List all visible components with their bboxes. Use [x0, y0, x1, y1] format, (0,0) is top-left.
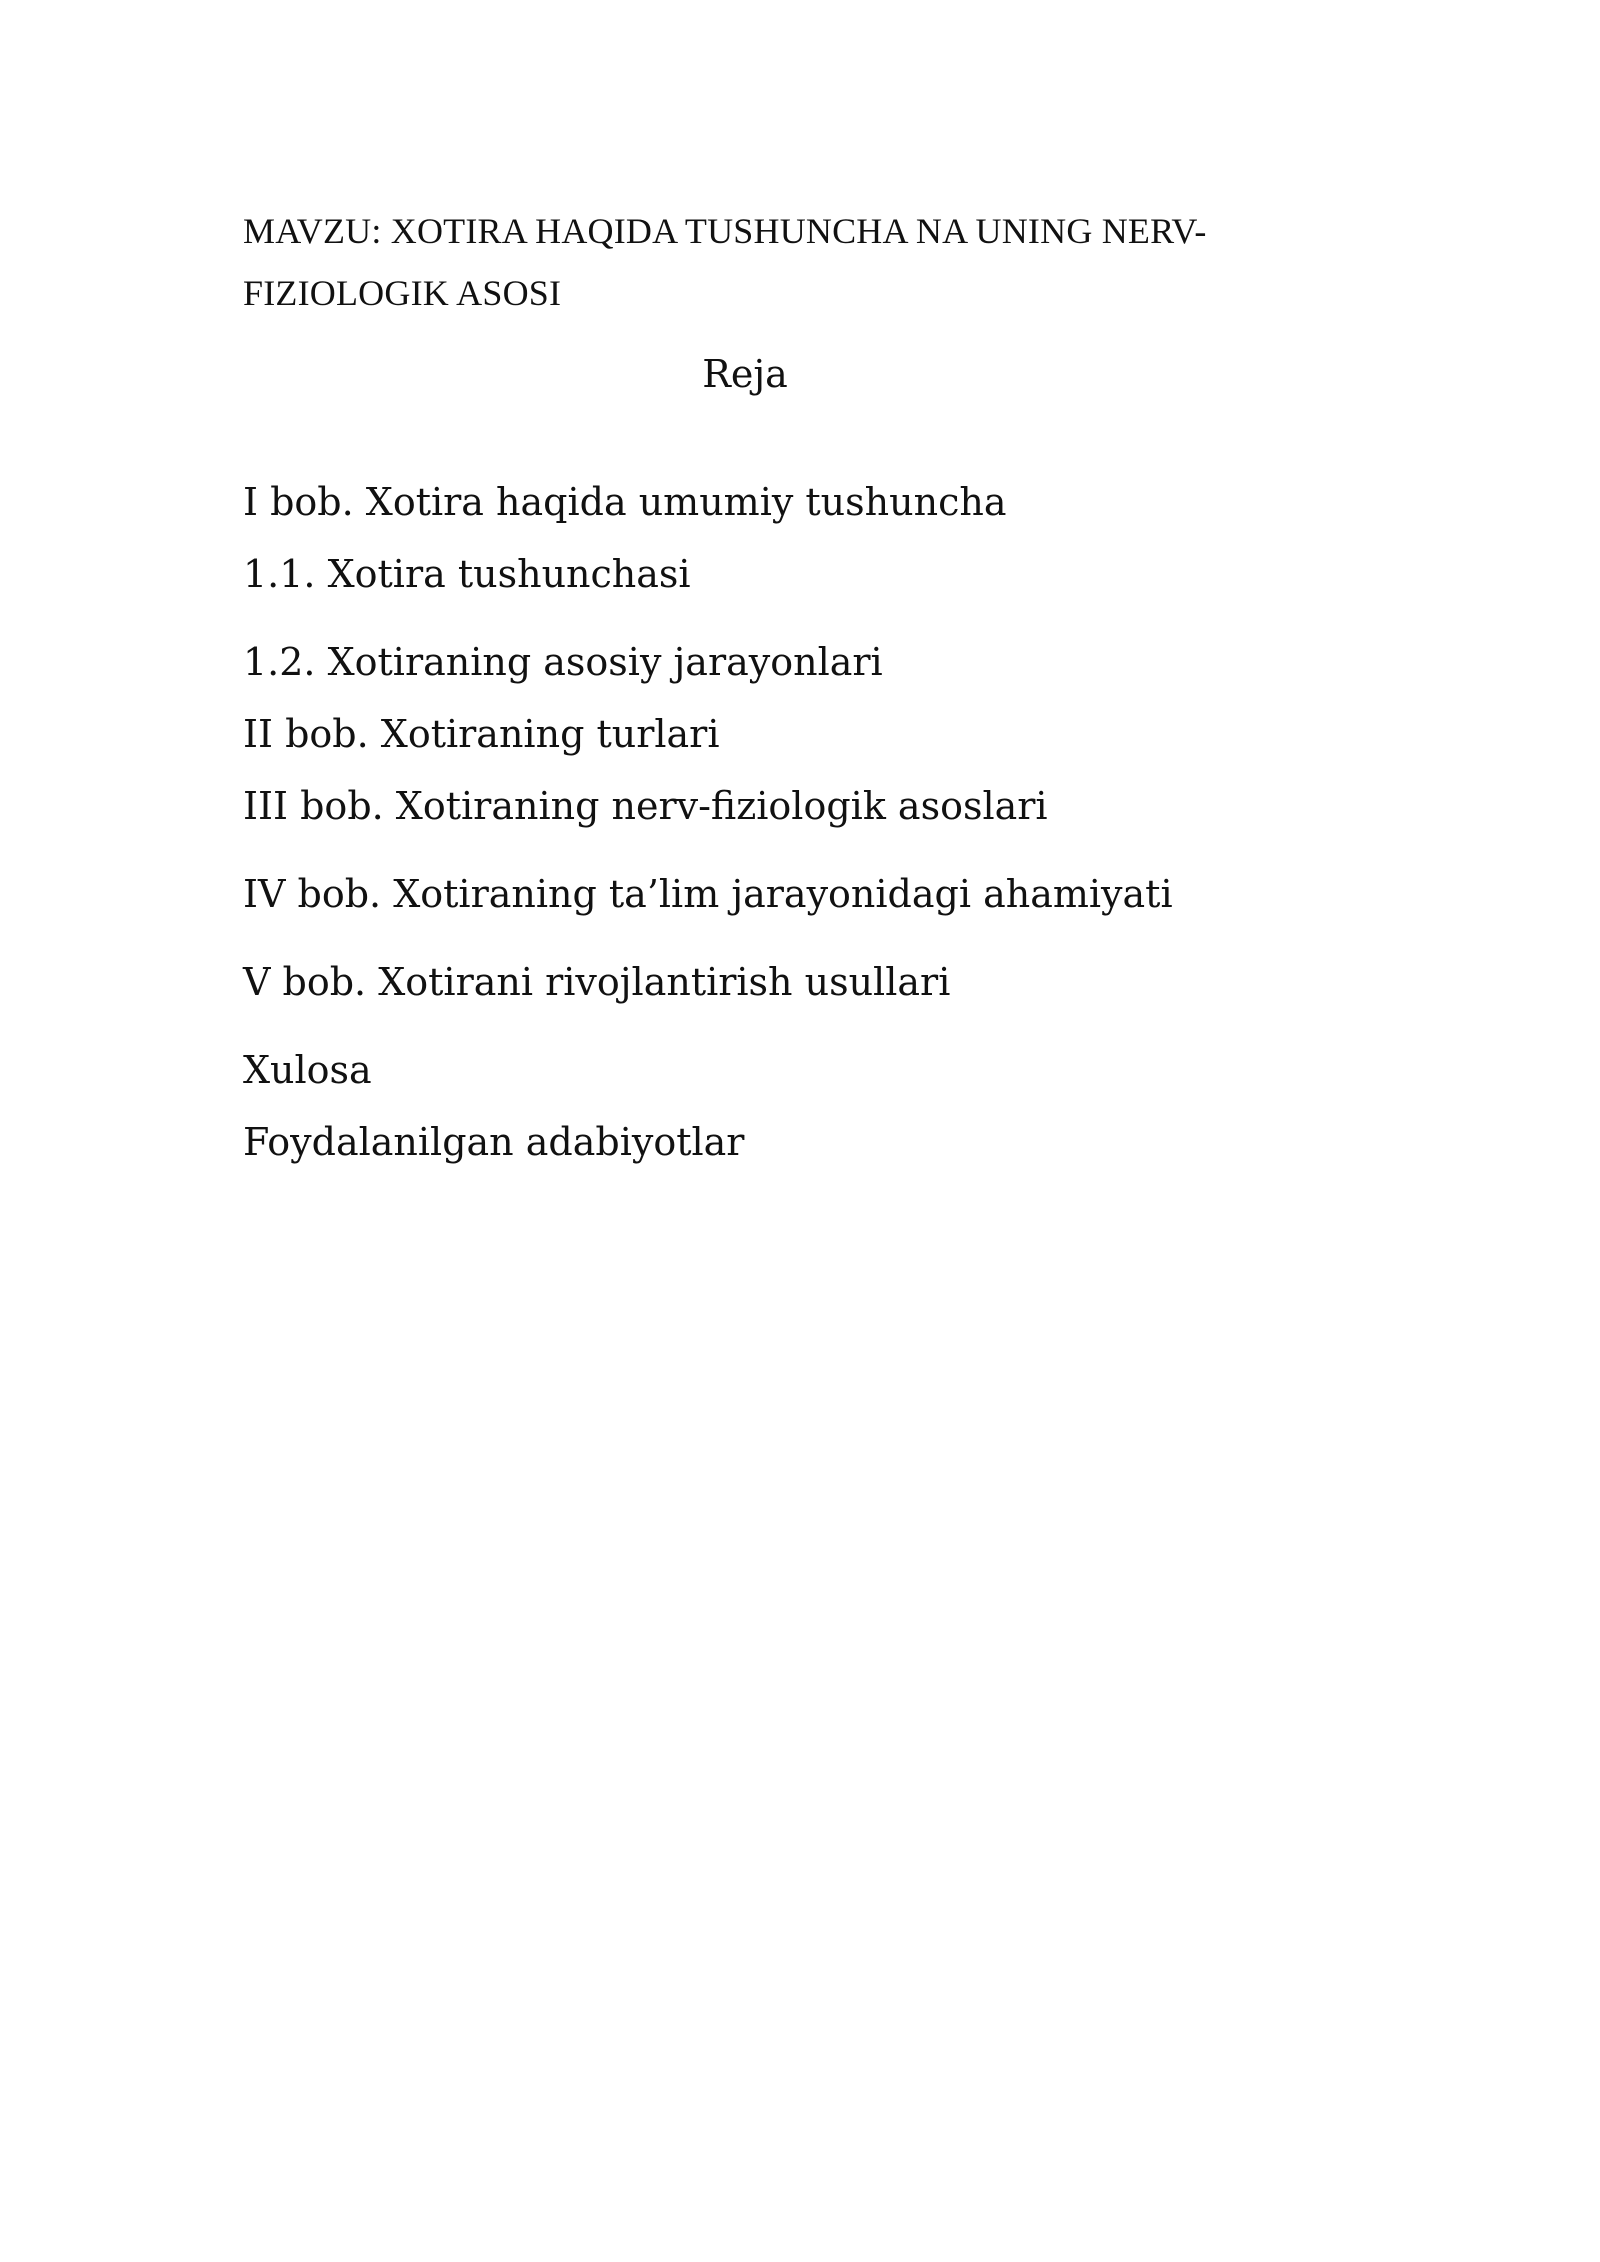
plan-item-section-1-2: 1.2. Xotiraning asosiy jarayonlari — [243, 640, 883, 684]
plan-item-references: Foydalanilgan adabiyotlar — [243, 1120, 745, 1164]
plan-item-conclusion: Xulosa — [243, 1048, 372, 1092]
plan-item-chapter-5: V bob. Xotirani rivojlantirish usullari — [243, 960, 951, 1004]
plan-item-chapter-3: III bob. Xotiraning nerv-fiziologik asoslari — [243, 784, 1048, 828]
plan-item-section-1-1: 1.1. Xotira tushunchasi — [243, 552, 691, 596]
plan-item-chapter-1: I bob. Xotira haqida umumiy tushuncha — [243, 480, 1007, 524]
plan-item-chapter-2: II bob. Xotiraning turlari — [243, 712, 720, 756]
plan-heading: Reja — [702, 352, 788, 396]
document-title: MAVZU: XOTIRA HAQIDA TUSHUNCHA NA UNING NERV-FIZIOLOGIK ASOSI — [243, 211, 1207, 313]
plan-item-chapter-4: IV bob. Xotiraning ta’lim jarayonidagi ahamiyati — [243, 872, 1173, 916]
